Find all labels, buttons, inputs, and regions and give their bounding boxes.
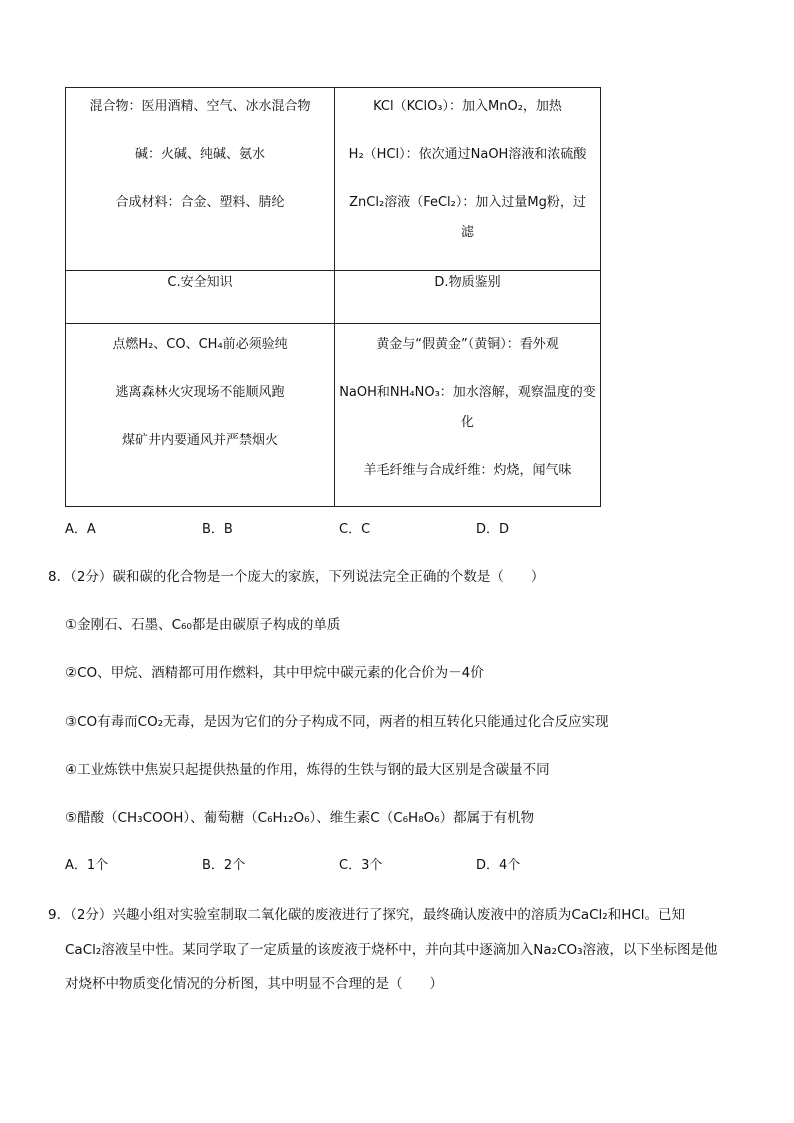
- table-cell-d: [335, 324, 601, 507]
- cell-line: 逃离森林火灾现场不能顺风跑: [115, 385, 285, 400]
- q8-item-3: ③CO有毒而CO₂无毒，是因为它们的分子构成不同，两者的相互转化只能通过化合反应实现: [65, 714, 609, 730]
- q8-item-2: ②CO、甲烷、酒精都可用作燃料，其中甲烷中碳元素的化合价为－4价: [65, 665, 484, 681]
- cell-line: 煤矿井内要通风并严禁烟火: [121, 433, 278, 448]
- table-cell-c: [66, 324, 335, 507]
- cell-line: 碱：火碱、纯碱、氨水: [134, 147, 265, 162]
- choice-b[interactable]: B．B: [202, 522, 233, 537]
- q8-item-5: ⑤醋酸（CH₃COOH）、葡萄糖（C₆H₁₂O₆）、维生素C（C₆H₈O₆）都属于有机物: [65, 810, 535, 826]
- q9-line-1: 9．（2分）兴趣小组对实验室制取二氧化碳的废液进行了探究，最终确认废液中的溶质为CaCl₂和HCl。已知: [48, 907, 686, 923]
- choice-c[interactable]: C．3个: [339, 858, 383, 873]
- q8-item-1: ①金刚石、石墨、C₆₀都是由碳原子构成的单质: [65, 617, 341, 633]
- choice-d[interactable]: D．D: [476, 522, 510, 537]
- choice-a[interactable]: A．1个: [65, 858, 109, 873]
- table-cell-b: [335, 88, 601, 271]
- q8-stem: 8．（2分）碳和碳的化合物是一个庞大的家族，下列说法完全正确的个数是（ ）: [48, 569, 545, 585]
- choice-b[interactable]: B．2个: [202, 858, 246, 873]
- cell-line: NaOH和NH₄NO₃：加水溶解，观察温度的变: [339, 385, 596, 400]
- cell-line: H₂（HCl）：依次通过NaOH溶液和浓硫酸: [348, 147, 587, 162]
- q9-line-3: 对烧杯中物质变化情况的分析图，其中明显不合理的是（ ）: [65, 976, 443, 992]
- table-header-d: D.物质鉴别: [335, 271, 601, 324]
- cell-line: 化: [460, 415, 474, 430]
- cell-line: 黄金与“假黄金”（黄铜）：看外观: [376, 337, 559, 352]
- cell-line: ZnCl₂溶液（FeCl₂）：加入过量Mg粉，过: [349, 195, 586, 210]
- cell-line: 合成材料：合金、塑料、腈纶: [115, 195, 285, 210]
- choice-a[interactable]: A．A: [65, 522, 96, 537]
- cell-line: 点燃H₂、CO、CH₄前必须验纯: [112, 337, 288, 352]
- choice-c[interactable]: C．C: [339, 522, 371, 537]
- cell-line: KCl（KClO₃）：加入MnO₂，加热: [373, 99, 562, 114]
- q8-choices: [65, 854, 613, 873]
- cell-line: 羊毛纤维与合成纤维：灼烧，闻气味: [363, 463, 572, 478]
- table-row: [66, 88, 601, 271]
- q7-choices: [65, 518, 613, 537]
- table-cell-a: [66, 88, 335, 271]
- table-row: [66, 271, 601, 324]
- q9-line-2: CaCl₂溶液呈中性。某同学取了一定质量的该废液于烧杯中，并向其中逐滴加入Na₂CO₃溶液，以下坐标图是他: [65, 942, 718, 958]
- choice-d[interactable]: D．4个: [476, 858, 521, 873]
- cell-line: 混合物：医用酒精、空气、冰水混合物: [89, 99, 311, 114]
- table-header-c: C.安全知识: [66, 271, 335, 324]
- knowledge-table: [65, 87, 601, 507]
- table-row: [66, 324, 601, 507]
- q8-item-4: ④工业炼铁中焦炭只起提供热量的作用，炼得的生铁与钢的最大区别是含碳量不同: [65, 762, 550, 778]
- cell-line: 滤: [460, 225, 474, 240]
